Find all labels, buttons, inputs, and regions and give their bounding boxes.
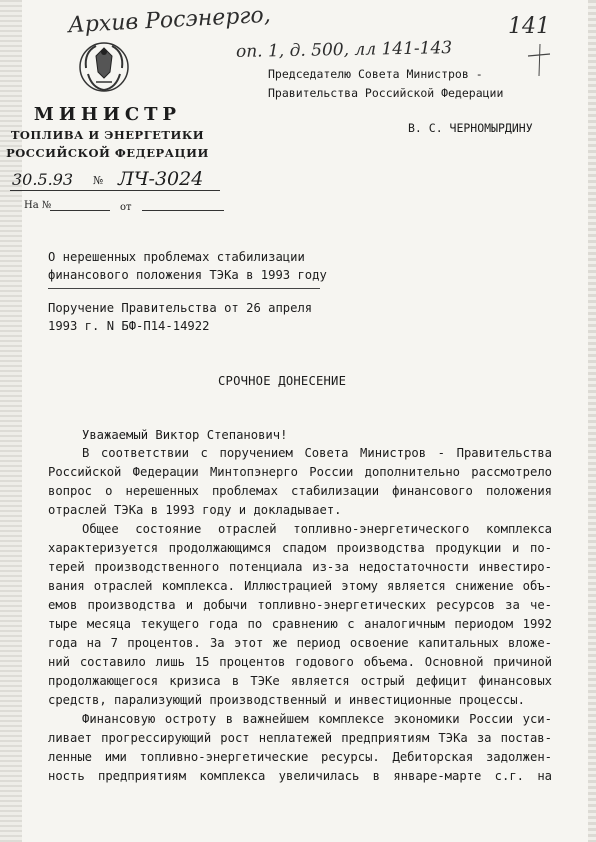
subject-divider bbox=[48, 288, 320, 289]
body-line: характеризуется продолжающимся спадом производства продукции и по- bbox=[48, 541, 552, 555]
document-heading: СРОЧНОЕ ДОНЕСЕНИЕ bbox=[218, 374, 347, 388]
body-line: продолжающегося кризиса в ТЭКе является острый дефицит финансовых bbox=[48, 674, 552, 688]
reference-number-blank bbox=[50, 210, 110, 211]
body-line: терей производственного потенциала из-за недостаточности инвестиро- bbox=[48, 560, 552, 574]
salutation: Уважаемый Виктор Степанович! bbox=[82, 428, 288, 442]
body-line: ность предприятиям комплекса увеличилась в январе-марте с.г. на bbox=[48, 769, 552, 783]
body-line: Российской Федерации Минтопэнерго России дополнительно рассмотрело bbox=[48, 465, 552, 479]
reference-line-1: Поручение Правительства от 26 апреля bbox=[48, 301, 313, 315]
body-line: тыре месяца текущего года по сравнению с аналогичным периодом 1992 bbox=[48, 617, 552, 631]
body-line: ливает прогрессирующий рост неплатежей предприятиям ТЭКа за постав- bbox=[48, 731, 552, 745]
registration-number: ЛЧ-3024 bbox=[118, 168, 204, 190]
body-line: ленные ими топливно-энергетические ресурсы. Дебиторская задолжен- bbox=[48, 750, 552, 764]
reference-number-line bbox=[24, 200, 224, 216]
ministry-title: МИНИСТР bbox=[33, 104, 182, 125]
body-line: В соответствии с поручением Совета Министров - Правительства bbox=[82, 446, 552, 460]
body-line: вания отраслей комплекса. Иллюстрацией этому является снижение объ- bbox=[48, 579, 552, 593]
reference-number-label: На № bbox=[24, 200, 52, 211]
state-emblem-icon bbox=[76, 38, 132, 96]
addressee-name: В. С. ЧЕРНОМЫРДИНУ bbox=[408, 121, 533, 135]
addressee-line-1: Председателю Совета Министров - bbox=[268, 67, 483, 81]
ministry-line-2: ТОПЛИВА И ЭНЕРГЕТИКИ bbox=[10, 128, 205, 142]
body-line: отраслей ТЭКа в 1993 году и докладывает. bbox=[48, 503, 342, 517]
handwritten-archive-note: Архив Росэнерго, bbox=[67, 2, 272, 39]
registration-date: 30.5.93 bbox=[12, 170, 74, 189]
reference-line-2: 1993 г. N БФ-П14-14922 bbox=[48, 319, 210, 333]
reference-date-blank bbox=[142, 210, 224, 211]
registration-number-label: № bbox=[93, 174, 104, 187]
body-line: вопрос о нерешенных проблемах стабилизации финансового положения bbox=[48, 484, 552, 498]
scan-edge-right bbox=[588, 0, 596, 842]
registration-line bbox=[0, 170, 220, 192]
body-line: Общее состояние отраслей топливно-энергетического комплекса bbox=[82, 522, 552, 536]
body-line: года на 7 процентов. За этот же период освоение капитальных вложе- bbox=[48, 636, 552, 650]
subject-line-2: финансового положения ТЭКа в 1993 году bbox=[48, 268, 327, 282]
handwritten-fond-reference: оп. 1, д. 500, лл 141-143 bbox=[235, 38, 453, 62]
reference-from-label: от bbox=[120, 202, 132, 213]
ministry-line-3: РОССИЙСКОЙ ФЕДЕРАЦИИ bbox=[6, 146, 209, 160]
handwritten-page-number: 141 bbox=[508, 14, 550, 39]
body-line: средств, парализующий производственный и инвестиционные процессы. bbox=[48, 693, 525, 707]
addressee-line-2: Правительства Российской Федерации bbox=[268, 86, 504, 100]
registration-underline bbox=[10, 190, 220, 191]
handwritten-mark bbox=[524, 42, 554, 78]
subject-line-1: О нерешенных проблемах стабилизации bbox=[48, 250, 305, 264]
body-line: емов производства и добычи топливно-энергетических ресурсов за че- bbox=[48, 598, 552, 612]
body-line: Финансовую остроту в важнейшем комплексе экономики России уси- bbox=[82, 712, 552, 726]
body-line: ний составило лишь 15 процентов годового объема. Основной причиной bbox=[48, 655, 552, 669]
scan-edge-left bbox=[0, 0, 22, 842]
